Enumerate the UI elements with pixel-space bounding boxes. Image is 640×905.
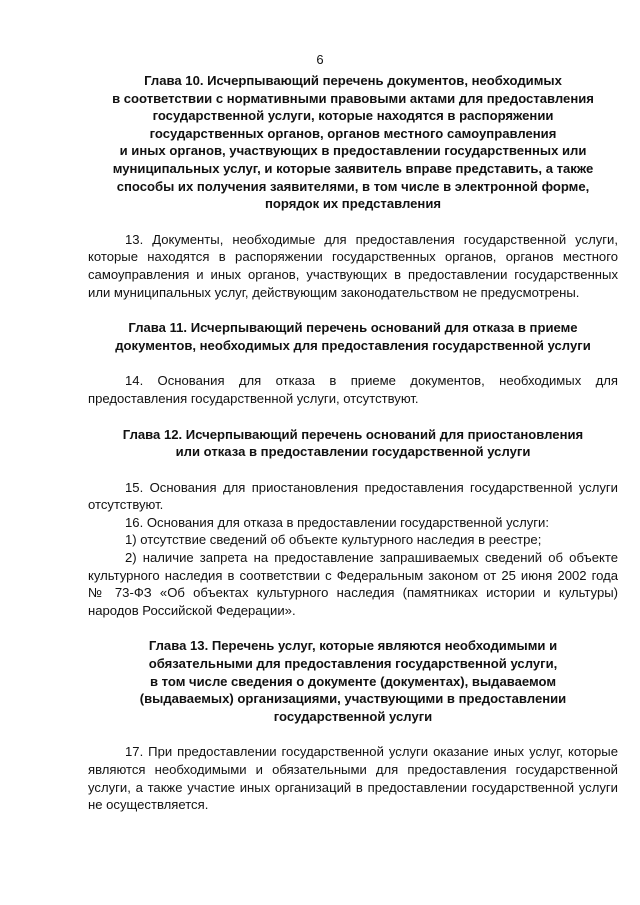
heading-line: государственной услуги, которые находятся в распоряжении (152, 108, 554, 124)
heading-line: государственных органов, органов местного самоуправления (149, 125, 557, 141)
document-body (88, 72, 618, 814)
chapter-11-heading (88, 319, 618, 354)
heading-line: Глава 11. Исчерпывающий перечень оснований для отказа в приеме (128, 320, 578, 336)
heading-line: документов, необходимых для предоставления государственной услуги (115, 337, 591, 353)
heading-line: в соответствии с нормативными правовыми актами для предоставления (112, 90, 594, 106)
paragraph-17: 17. При предоставлении государственной услуги оказание иных услуг, которые являются необходимыми и обязательными для предоставления государственной услуги, а также участие иных организаций в предоставлении государственной услуги не осуществляется. (88, 744, 618, 813)
heading-line: в том числе сведения о документе (документах), выдаваемом (149, 673, 557, 689)
chapter-13-heading (88, 637, 618, 725)
heading-line: Глава 13. Перечень услуг, которые являются необходимыми и (148, 638, 558, 654)
paragraph-14: 14. Основания для отказа в приеме документов, необходимых для предоставления государственной услуги, отсутствуют. (88, 373, 618, 406)
heading-line: обязательными для предоставления государственной услуги, (148, 656, 558, 672)
heading-line: способы их получения заявителями, в том числе в электронной форме, (116, 178, 590, 194)
list-item-2: 2) наличие запрета на предоставление запрашиваемых сведений об объекте культурного наследия в соответствии с Федеральным законом от 25 июня 2002 года № 73-ФЗ «Об объектах культурного наследия (памятниках истории и культуры) народов Российской Федерации». (88, 550, 618, 618)
chapter-12-heading (88, 426, 618, 461)
list-item-1: 1) отсутствие сведений об объекте культурного наследия в реестре; (125, 532, 542, 548)
heading-line: государственной услуги (273, 708, 433, 724)
page-number: 6 (316, 52, 324, 67)
heading-line: муниципальных услуг, и которые заявитель вправе представить, а также (112, 160, 594, 176)
heading-line: порядок их представления (264, 196, 442, 212)
paragraph-15: 15. Основания для приостановления предоставления государственной услуги отсутствуют. (88, 479, 618, 513)
heading-line: и иных органов, участвующих в предоставлении государственных или (119, 143, 587, 159)
paragraph-16: 16. Основания для отказа в предоставлении государственной услуги: (125, 514, 549, 530)
heading-line: или отказа в предоставлении государственной услуги (175, 444, 531, 460)
chapter-10-heading (88, 72, 618, 213)
heading-line: (выдаваемых) организациями, участвующими в предоставлении (139, 691, 567, 707)
paragraph-13: 13. Документы, необходимые для предоставления государственной услуги, которые находятся в распоряжении государственных органов, органов местного самоуправления и иных органов, участвующих в предоставлении государственных или муниципальных услуг, действующим законодательством не предусмотрены. (88, 231, 618, 300)
heading-line: Глава 10. Исчерпывающий перечень документов, необходимых (144, 73, 562, 88)
heading-line: Глава 12. Исчерпывающий перечень оснований для приостановления (122, 426, 584, 442)
